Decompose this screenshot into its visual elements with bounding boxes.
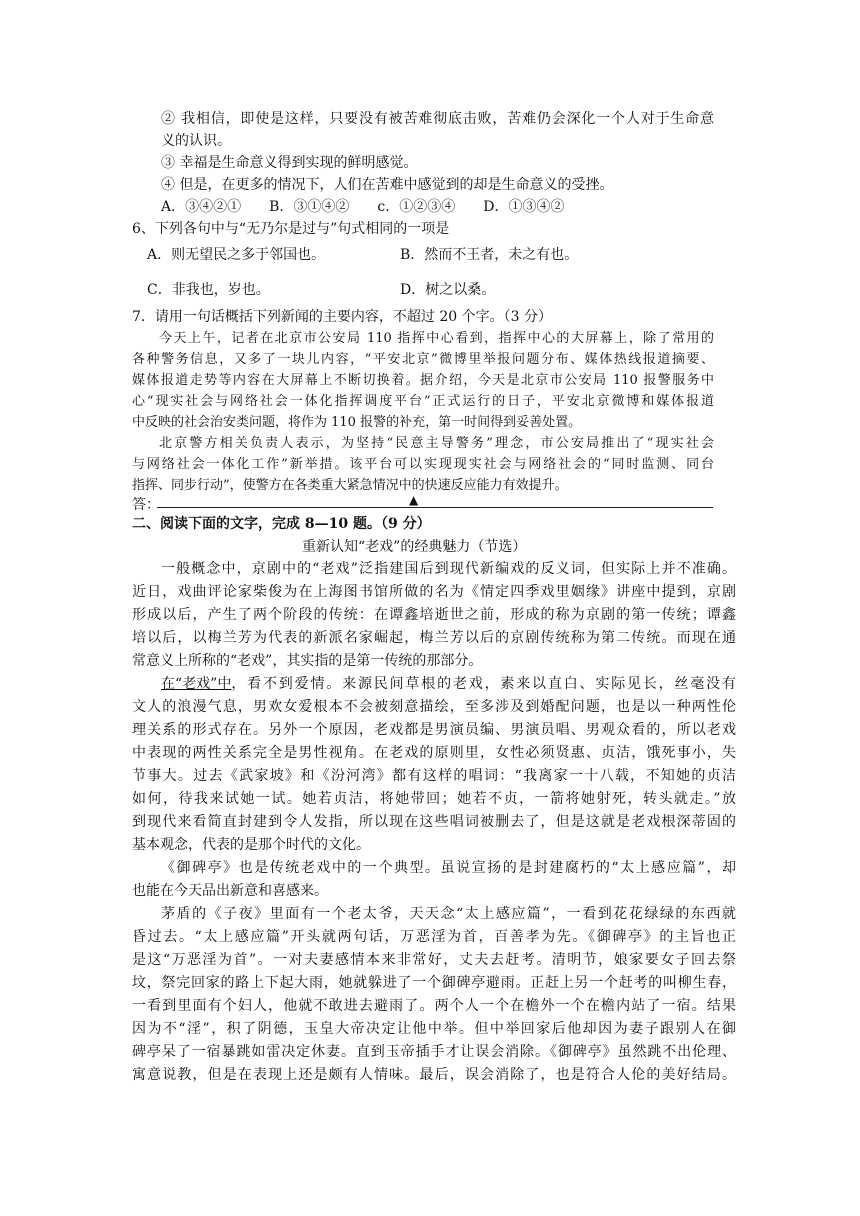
- article-line: 形成以后，产生了两个阶段的传统：在谭鑫培逝世之前，形成的称为京剧的第一传统；谭鑫: [132, 607, 736, 623]
- article-line: 到现代来看简直封建到令人发指，所以现在这些唱词被删去了，但是这就是老戏根深蒂固的: [132, 814, 736, 830]
- article-line: 文人的浪漫气息，男欢女爱根本不会被刻意描绘，至多涉及到婚配问题，也是以一种两性伦: [132, 699, 736, 715]
- article-line: 是这“万恶淫为首”。一对夫妻感情本来非常好，丈夫去赶考。清明节，娘家要女子回去祭: [132, 952, 736, 968]
- article-line: 常意义上所称的“老戏”，其实指的是第一传统的那部分。: [132, 653, 483, 669]
- q7-news-line: 与网络社会一体化工作”新举措。该平台可以实现现实社会与网络社会的“同时监测、同台: [132, 457, 714, 472]
- article-line: 寓意说教，但是在表现上还是颇有人情味。最后，误会消除了，也是符合人伦的美好结局。: [132, 1067, 736, 1083]
- answer-line[interactable]: [157, 507, 713, 508]
- article-line: 一看到里面有个妇人，他就不敢进去避雨了。两个人一个在檐外一个在檐内站了一宿。结果: [132, 998, 736, 1014]
- article-line: 茅盾的《子夜》里面有一个老太爷，天天念“太上感应篇”，一看到花花绿绿的东西就: [161, 906, 736, 922]
- q7-news-line: 心“现实社会与网络社会一体化指挥调度平台”正式运行的日子，平安北京微博和媒体报道: [132, 394, 714, 409]
- q7-news-line: 媒体报道走势等内容在大屏幕上不断切换着。据介绍，今天是北京市公安局 110 报警服务中: [132, 373, 714, 388]
- article-line: 近日，戏曲评论家柴俊为在上海图书馆所做的名为《情定四季戏里姻缘》讲座中提到，京剧: [132, 584, 736, 600]
- q7-news-line: 各种警务信息，又多了一块儿内容，“平安北京”微博里举报问题分布、媒体热线报道摘要、: [132, 352, 714, 367]
- q7-answer-label: 答：: [132, 497, 160, 513]
- q7-news-line: 北京警方相关负责人表示，为坚持“民意主导警务”理念，市公安局推出了“现实社会: [159, 436, 714, 451]
- article-line: 因为不“淫”，积了阴德，玉皇大帝决定让他中举。但中举回家后他却因为妻子跟别人在御: [132, 1021, 736, 1037]
- article-line: 培以后，以梅兰芳为代表的新派名家崛起，梅兰芳以后的京剧传统称为第二传统。而现在通: [132, 630, 736, 646]
- q7-news-line: 今天上午，记者在北京市公安局 110 指挥中心看到，指挥中心的大屏幕上，除了常用的: [159, 331, 714, 346]
- article-line: 坟，祭完回家的路上下起大雨，她就躲进了一个御碑亭避雨。正赶上另一个赶考的叫柳生春，: [132, 975, 736, 991]
- q6-option-d: D．树之以桑。: [400, 282, 496, 298]
- article-line: 《御碑亭》也是传统老戏中的一个典型。虽说宣扬的是封建腐朽的“太上感应篇”，却: [161, 860, 736, 876]
- q5-sentence-2-line2: 义的认识。: [161, 133, 231, 149]
- underlined-phrase: 在“老戏”中: [161, 676, 232, 692]
- article-line-p2-lead: [161, 673, 736, 695]
- q5-sentence-2-line1: ② 我相信，即使是这样，只要没有被苦难彻底击败，苦难仍会深化一个人对于生命意: [161, 111, 714, 127]
- q7-news-line: 指挥、同步行动”，使警方在各类重大紧急情况中的快速反应能力有效提升。: [132, 478, 568, 493]
- article-line: 基本观念，代表的是那个时代的文化。: [132, 837, 370, 853]
- section-heading: 二、阅读下面的文字，完成 8—10 题。（9 分）: [132, 516, 431, 532]
- article-line: 昏过去。“太上感应篇”开头就两句话，万恶淫为首，百善孝为先。《御碑亭》的主旨也正: [132, 929, 736, 945]
- answer-marker-triangle: ▲: [409, 493, 419, 507]
- q7-news-line: 中反映的社会治安类问题，将作为 110 报警的补充，第一时间得到妥善处置。: [132, 415, 582, 430]
- q6-stem: 6、下列各句中与“无乃尔是过与”句式相同的一项是: [132, 221, 450, 237]
- q6-option-c: C．非我也，岁也。: [147, 282, 270, 298]
- q5-sentence-3: ③ 幸福是生命意义得到实现的鲜明感觉。: [161, 155, 418, 171]
- article-line: 理关系的形式存在。另外一个原因，老戏都是男演员编、男演员唱、男观众看的，所以老戏: [132, 722, 736, 738]
- q6-option-b: B．然而不王者，未之有也。: [400, 247, 579, 263]
- article-line-rest: ，看不到爱情。来源民间草根的老戏，素来以直白、实际见长，丝毫没有: [231, 676, 736, 692]
- article-line: 一般概念中，京剧中的“老戏”泛指建国后到现代新编戏的反义词，但实际上并不准确。: [161, 561, 736, 577]
- q5-sentence-4: ④ 但是，在更多的情况下，人们在苦难中感觉到的却是生命意义的受挫。: [161, 177, 614, 193]
- q5-options: A．③④②① B．③①④② c．①②③④ D．①③④②: [161, 199, 565, 215]
- q6-option-a: A．则无望民之多于邻国也。: [147, 247, 326, 263]
- article-line: 中表现的两性关系完全是男性视角。在老戏的原则里，女性必须贤惠、贞洁，饿死事小，失: [132, 745, 736, 761]
- article-line: 如何，待我来试她一试。她若贞洁，将她带回；她若不贞，一箭将她射死，转头就走。”放: [132, 791, 736, 807]
- article-title: 重新认知“老戏”的经典魅力（节选）: [302, 539, 527, 555]
- article-line: 碑亭呆了一宿暴跳如雷决定休妻。直到玉帝插手才让误会消除。《御碑亭》虽然跳不出伦理、: [132, 1044, 736, 1060]
- article-line: 节事大。过去《武家坡》和《汾河湾》都有这样的唱词：“我离家一十八载，不知她的贞洁: [132, 768, 736, 784]
- q7-stem: 7．请用一句话概括下列新闻的主要内容，不超过 20 个字。（3 分）: [132, 309, 552, 325]
- article-line: 也能在今天品出新意和喜感来。: [132, 883, 328, 899]
